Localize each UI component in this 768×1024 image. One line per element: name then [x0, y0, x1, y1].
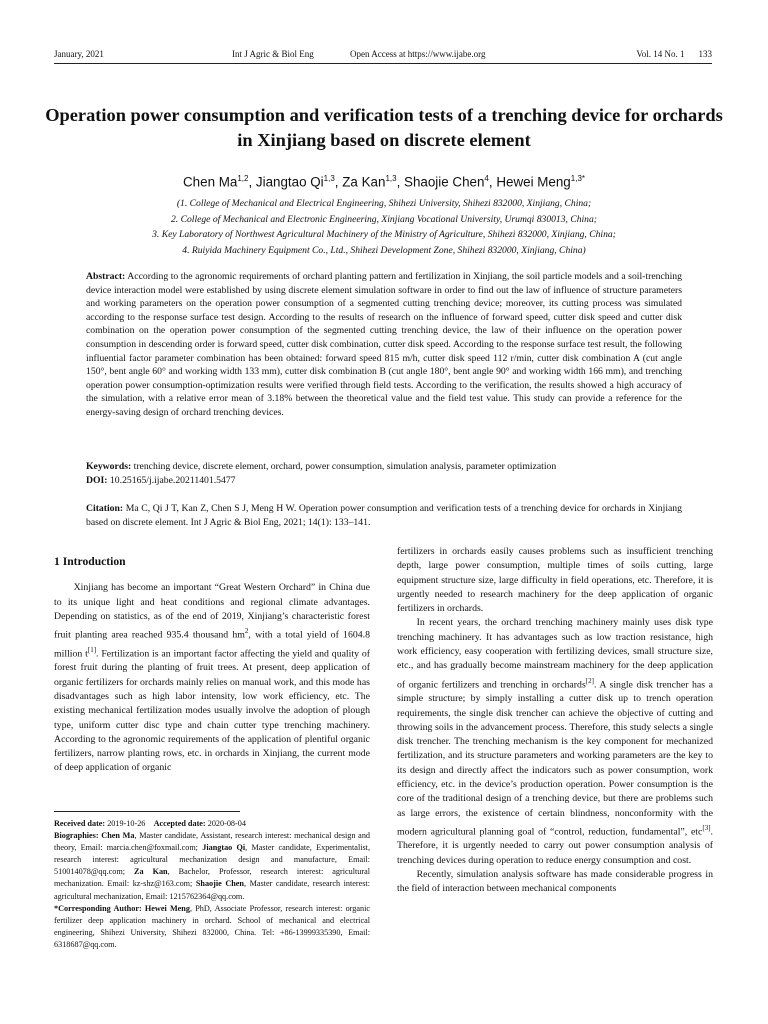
doi — [86, 474, 682, 488]
keywords-label: Keywords: — [86, 461, 132, 472]
abstract-text: According to the agronomic requirements of orchard planting pattern and fertilization in Xinjiang, the soil particle models and a soil-trenching device interaction model were established by using discrete element simulation software in order to find out the law of influence of structure parameters and working parameters on the operation power consumption of a segmented cutting trenching device; moreover, its cutting process was simulated according to the response surface test design. According to the results of research on the influence of forward speed, cutter disk speed and cutter disk combination on the operation power consumption of the segmented cutting trenching device, the law of their influence on the operation power consumption in descending order is forward speed, cutter disk combination, cutter disk speed. According to the response surface test result, the following influential factor parameter combination has been obtained: forward speed 815 m/h, cutter disk speed 112 r/min, cutter disk combination A (cut angle 150°, bent angle 60° and working width 133 mm), cutter disk combination B (cut angle 180°, bent angle 90° and working width 166 mm), and trenching operation power consumption-optimization results were verified through field tests. According to the verification, the results showed a high accuracy of the simulation, with a relative error mean of 3.18% between the theoretical value and the field test value. This study can provide a reference for the energy-saving design of orchard trenching devices. — [86, 271, 682, 418]
body-paragraph — [397, 616, 713, 868]
author-affil-sup: 1,2 — [237, 174, 249, 183]
footnotes — [54, 818, 370, 951]
abstract-label: Abstract: — [86, 271, 126, 282]
corresponding-text: , PhD, Associate Professor, research interest: organic fertilizer deep application machinery in orchard. School of mechanical and electrical engineering, Shihezi University, Shihezi 832000, China. Tel: +86-13999335390, Email: 6318687@qq.com. — [54, 903, 370, 949]
author-affil-sup: 4 — [484, 174, 489, 183]
bio-name: Za Kan — [134, 867, 168, 877]
accepted-label: Accepted date: — [153, 819, 206, 828]
author-affil-sup: 1,3 — [385, 174, 397, 183]
author-affil-sup: 1,3* — [570, 174, 585, 183]
body-text: Xinjiang has become an important “Great Western Orchard” in China due to its unique light and heat conditions and regional climate advantages. Depending on statistics, as of the end of 2019, Xinjiang’s characteristic forest fruit planting area reached 935.4 thousand hm — [54, 582, 370, 641]
body-paragraph — [54, 581, 370, 775]
corresponding-label: *Corresponding Author: — [54, 903, 142, 913]
right-column — [397, 545, 713, 897]
affiliation: 3. Key Laboratory of Northwest Agricultural Machinery of the Ministry of Agriculture, Shihezi 832000, Xinjiang, China; — [152, 229, 616, 240]
body-text: . A single disk trencher has a simple structure; by simply installing a cutter disk up to trench operation requirements, the single disk trencher can achieve the objective of cutting and throwing soils in the advancement process. Therefore, this study selects a single disk trencher. The trenching mechanism is the key component for mechanized fertilization, and its structure parameters and working parameters are the key to its design and directly affect the indicators such as power consumption, work efficiency, etc. in the device’s production operation. Power consumption is the core of the traditional design of a trenching device, but there are problems such as large errors, the existence of certain blindness, nonconformity with the modern agricultural planning goal of “control, reduction, fundamental”, etc — [397, 678, 713, 838]
author-name: Hewei Meng — [496, 174, 571, 190]
reference-citation[interactable]: [2] — [585, 676, 594, 685]
author-name: Shaojie Chen — [404, 174, 485, 190]
superscript: 2 — [244, 627, 249, 636]
left-column — [54, 545, 370, 776]
body-text: In recent years, the orchard trenching machinery mainly uses disk type trenching machinery. It has advantages such as low traction resistance, high work efficiency, easy cooperation with fertilizing devices, small structure size, etc., and has gradually become mainstream machinery for the deep application of organic fertilizers and trenching in orchards — [397, 617, 713, 690]
body-text: . Fertilization is an important factor affecting the yield and quality of forest fruit during the planting of fruit trees. At present, deep application of organic fertilizers for orchards mainly relies on manual work, and this mode has disadvantages such as high labor intensity, low work efficiency, etc. The existing mechanical fertilization modes usually involve the adoption of plough type, uniform cutter disc type and chain cutter type trenching machinery. According to the agronomic requirements of the application of plentiful organic fertilizers, narrow planting rows, etc. in orchards in Xinjiang, the current mode of deep application of organic — [54, 648, 370, 774]
doi-link[interactable]: 10.25165/j.ijabe.20211401.5477 — [109, 475, 236, 486]
bio-text: , Master candidate, Assistant, research interest: mechanical design and theory, Email: marcia.chen@foxmail.com; — [54, 831, 371, 853]
reference-citation[interactable]: [1] — [87, 645, 97, 654]
affiliation: 2. College of Mechanical and Electronic Engineering, Xinjiang Vocational University, Urumqi 830013, China; — [171, 213, 597, 225]
doi-label: DOI: — [86, 475, 108, 486]
author-name: Za Kan — [342, 174, 386, 190]
biographies-label: Biographies: — [54, 831, 99, 841]
author-name: Jiangtao Qi — [255, 174, 324, 190]
body-paragraph: fertilizers in orchards easily causes problems such as insufficient trenching depth, large power consumption, multiple times of soils cutting, large equipment structure size, large difficulty in field operations, etc. Therefore, it is urgently needed to research machinery for the deep application of organic fertilizers in orchards. — [397, 546, 713, 615]
header-volume: Vol. 14 No. 1 — [636, 49, 685, 59]
body-text: , with a total yield of 1604.8 million t — [54, 629, 370, 660]
citation-text: Ma C, Qi J T, Kan Z, Chen S J, Meng H W. Operation power consumption and verification tests of a trenching device for orchards in Xinjiang based on discrete element. Int J Agric & Biol Eng, 2021; 14(1): 133–141. — [86, 503, 682, 528]
header-volume-page — [622, 49, 712, 59]
header-open-access: Open Access at https://www.ijabe.org — [350, 49, 486, 59]
abstract — [86, 270, 682, 420]
author-affil-sup: 1,3 — [323, 174, 335, 183]
header-page-number: 133 — [698, 49, 712, 59]
bio-name: Chen Ma — [101, 831, 135, 841]
affiliations — [40, 196, 728, 258]
running-header — [54, 49, 712, 63]
bio-text: , Master candidate, Experimentalist, research interest: agricultural mechanization design and manufacture, Email: 510014078@qq.com; — [54, 843, 370, 877]
bio-text: , Bachelor, Professor, research interest: agricultural mechanization. Email: kz-shz@163.com; — [54, 867, 371, 889]
corresponding-name: Hewei Meng — [144, 903, 190, 913]
body-text: . Therefore, it is urgently needed to carry out power consumption analysis of trenching devices during operation to reduce energy consumption and cost. — [397, 826, 713, 866]
received-date: 2019-10-26 — [107, 819, 146, 828]
footnote-rule — [54, 811, 240, 812]
keywords-text: trenching device, discrete element, orchard, power consumption, simulation analysis, parameter optimization — [133, 461, 557, 472]
section-heading: 1 Introduction — [54, 555, 126, 568]
paper-title: Operation power consumption and verification tests of a trenching device for orchards in Xinjiang based on discrete element — [45, 105, 723, 150]
reference-citation[interactable]: [3] — [702, 823, 711, 832]
keywords — [86, 460, 682, 474]
citation-label: Citation: — [86, 503, 124, 514]
author-name: Chen Ma — [183, 174, 238, 190]
citation — [86, 502, 682, 530]
accepted-date: 2020-08-04 — [207, 819, 246, 828]
header-rule — [54, 63, 712, 64]
bio-name: Jiangtao Qi — [202, 843, 246, 853]
affiliation: 4. Ruiyida Machinery Equipment Co., Ltd., Shihezi Development Zone, Shihezi 832000, Xinjiang, China) — [182, 244, 586, 256]
header-date: January, 2021 — [54, 49, 104, 59]
received-label: Received date: — [54, 819, 106, 828]
author-list: Chen Ma$^{1,2}$, Jiangtao Qi$^{1,3}$, Za Kan$^{1,3}$, Shaojie Chen$^4$, Hewei Meng$^{1,3*}$ — [183, 174, 585, 190]
affiliation: (1. College of Mechanical and Electrical Engineering, Shihezi University, Shihezi 832000, Xinjiang, China; — [176, 198, 592, 209]
bio-name: Shaojie Chen — [195, 879, 244, 889]
body-paragraph: Recently, simulation analysis software has made considerable progress in the field of interaction between mechanical components — [397, 869, 713, 895]
header-journal: Int J Agric & Biol Eng — [232, 49, 314, 59]
bio-text: , Master candidate, research interest: agricultural mechanization, Email: 1215762364@qq.com. — [54, 879, 370, 901]
